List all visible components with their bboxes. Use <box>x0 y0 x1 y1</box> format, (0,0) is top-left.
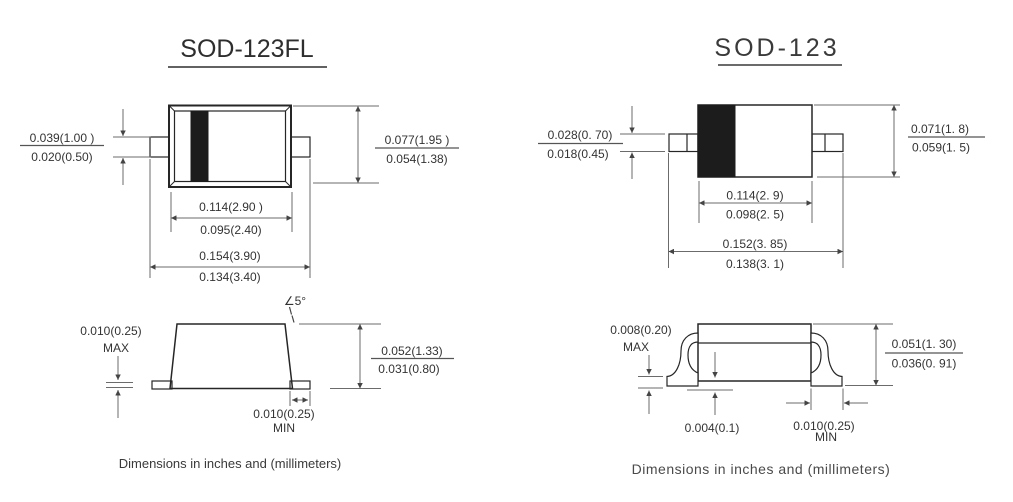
body-height-min-label: 0.059(1. 5) <box>911 140 971 155</box>
sod-123fl-side-view <box>152 294 310 389</box>
lead-thickness-max-label: 0.039(1.00 ) <box>29 131 95 145</box>
standoff-qualifier-label: MAX <box>622 340 650 354</box>
sod-123-panel <box>538 34 985 477</box>
left-gullwing-lead <box>667 333 698 386</box>
sod-123fl-side-height-dim <box>299 324 454 389</box>
angle-tick <box>292 316 294 323</box>
standoff-qualifier-label: MAX <box>102 341 130 355</box>
left-lead <box>150 137 169 157</box>
lead-thickness-min-label: 0.020(0.50) <box>31 150 93 164</box>
seating-gap-label: 0.004(0.1) <box>684 421 740 435</box>
sod-123fl-body-width-dim <box>171 192 292 237</box>
body-width-max-label: 0.114(2.90 ) <box>199 200 263 214</box>
side-body <box>170 324 293 389</box>
cathode-band <box>191 111 208 182</box>
standoff-value-label: 0.010(0.25) <box>80 324 142 338</box>
sod-123-foot-length-dim <box>786 389 868 445</box>
sod-123fl-top-view <box>150 106 310 188</box>
body-height-max-label: 0.071(1. 8) <box>910 122 970 136</box>
side-height-min-label: 0.036(0. 91) <box>891 356 957 371</box>
right-gullwing-lead <box>811 333 842 386</box>
foot-length-qualifier-label: MIN <box>273 421 295 435</box>
sod-123-body-width-dim <box>699 181 812 223</box>
overall-width-max-label: 0.152(3. 85) <box>722 237 788 251</box>
sod-123-side-view <box>667 324 842 386</box>
body-width-min-label: 0.095(2.40) <box>200 223 262 237</box>
body-width-max-label: 0.114(2. 9) <box>726 188 784 203</box>
cathode-band <box>698 105 735 177</box>
sod-123-standoff-dim <box>610 323 671 414</box>
side-height-min-label: 0.031(0.80) <box>378 362 440 376</box>
foot-length-value-label: 0.010(0.25) <box>253 407 315 421</box>
foot-length-qualifier-label: MIN <box>815 430 837 444</box>
sod-123fl-lead-thickness-dim <box>20 109 151 185</box>
sod-123-lead-thickness-dim <box>538 106 665 179</box>
left-caption: Dimensions in inches and (millimeters) <box>118 456 342 471</box>
body-height-min-label: 0.054(1.38) <box>386 152 448 166</box>
lead-angle-label: ∠5° <box>283 294 307 308</box>
side-height-max-label: 0.051(1. 30) <box>891 337 957 351</box>
right-lead <box>291 137 310 157</box>
right-title: SOD-123 <box>714 34 840 62</box>
sod-123fl-foot-length-dim <box>253 391 314 435</box>
left-lead <box>669 134 698 152</box>
right-caption: Dimensions in inches and (millimeters) <box>631 461 891 477</box>
angle-tick <box>290 307 292 315</box>
body-height-max-label: 0.077(1.95 ) <box>384 133 450 147</box>
lead-thickness-min-label: 0.018(0.45) <box>547 147 609 161</box>
sod-123fl-standoff-dim <box>80 324 141 418</box>
overall-width-min-label: 0.134(3.40) <box>199 270 261 284</box>
left-title: SOD-123FL <box>180 35 314 63</box>
side-height-max-label: 0.052(1.33) <box>381 344 443 358</box>
standoff-value-label: 0.008(0.20) <box>610 323 672 337</box>
lead-thickness-max-label: 0.028(0. 70) <box>547 128 613 142</box>
body-width-min-label: 0.098(2. 5) <box>725 207 785 222</box>
overall-width-max-label: 0.154(3.90) <box>199 249 261 263</box>
left-foot <box>152 381 172 389</box>
sod-123fl-panel <box>20 35 459 471</box>
package-body <box>169 106 291 188</box>
sod-123fl-body-height-dim <box>293 106 459 183</box>
right-lead <box>812 134 843 152</box>
foot-length-value-label: 0.010(0.25) <box>793 419 855 433</box>
overall-width-min-label: 0.138(3. 1) <box>725 257 785 271</box>
sod-123-top-view <box>669 105 843 177</box>
